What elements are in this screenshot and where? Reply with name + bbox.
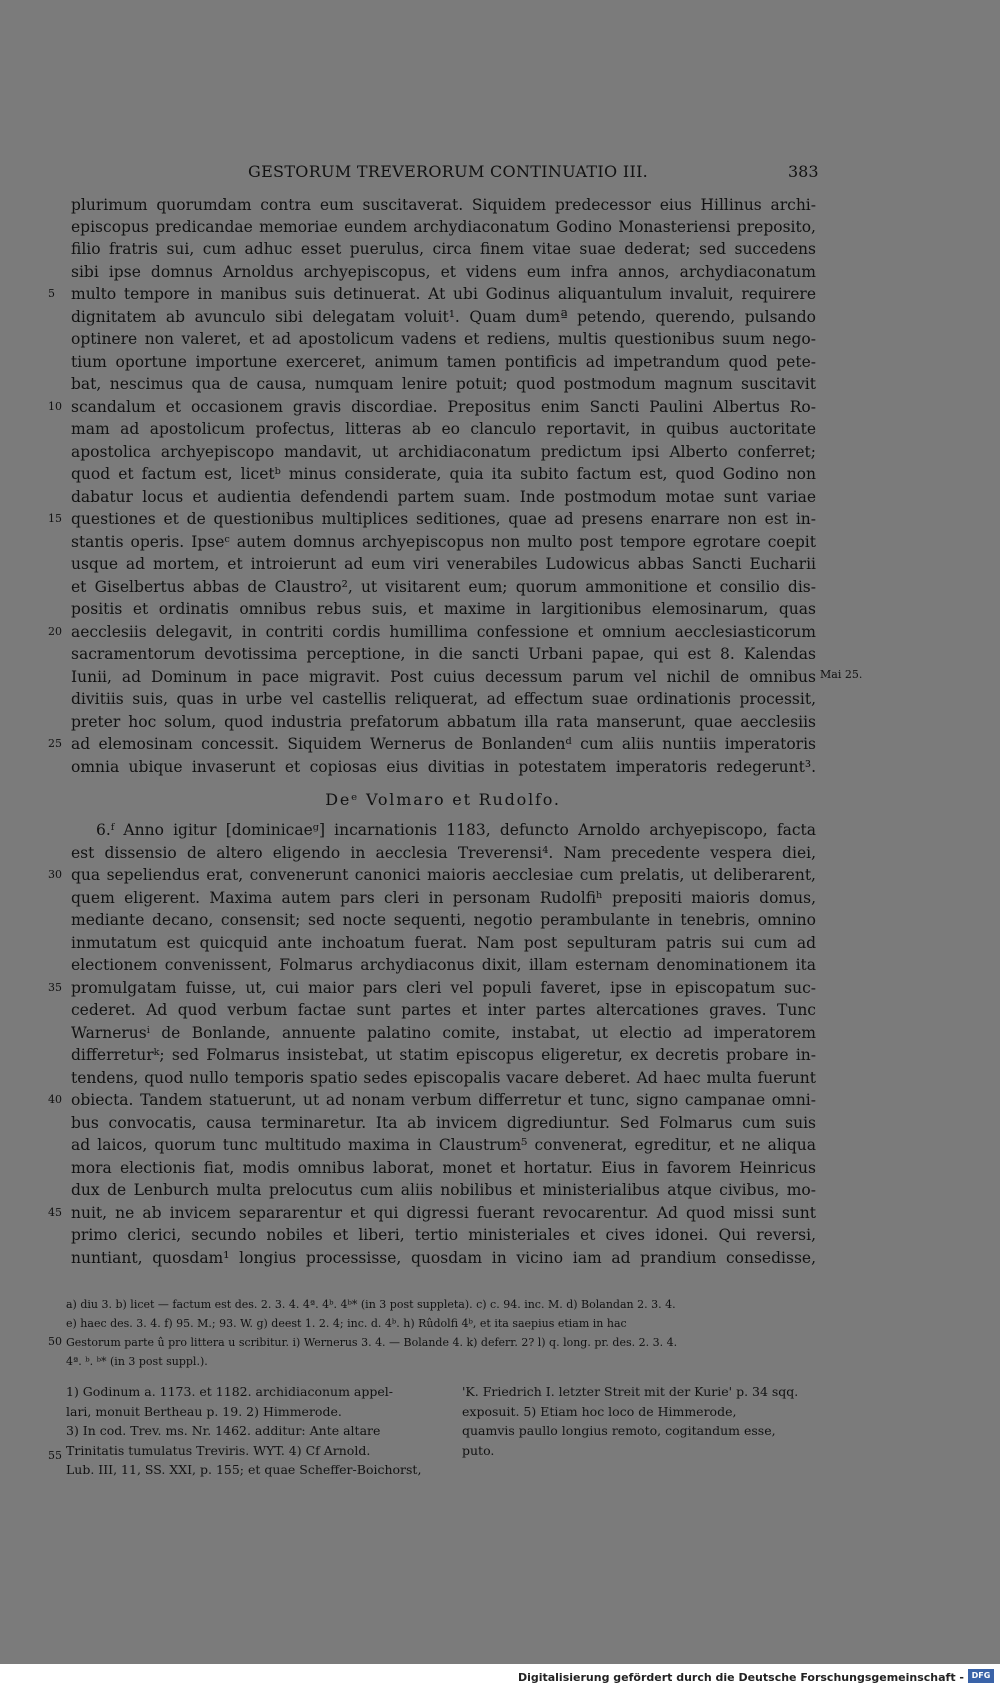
running-title: GESTORUM TREVERORUM CONTINUATIO III.: [248, 162, 649, 181]
line-number: 40: [48, 1093, 62, 1106]
text-line: electionem convenissent, Folmarus archydiaconus dixit, illam esternam denominationem ita: [71, 956, 816, 974]
text-line: episcopus predicandae memoriae eundem archydiaconatum Godino Monasteriensi preposito,: [71, 218, 816, 236]
text-line: quod et factum est, licetᵇ minus considerate, quia ita subito factum est, quod Godino non: [71, 465, 816, 483]
text-line: bat, nescimus qua de causa, numquam lenire potuit; quod postmodum magnum suscitavit: [71, 375, 816, 393]
text-line: sacramentorum devotissima perceptione, in die sancti Urbani papae, qui est 8. Kalendas: [71, 645, 816, 663]
line-number: 20: [48, 625, 62, 638]
text-line: tendens, quod nullo temporis spatio sedes episcopalis vacare deberet. Ad haec multa fuerunt: [71, 1069, 816, 1087]
text-line: dignitatem ab avunculo sibi delegatam voluit¹. Quam dumª petendo, querendo, pulsando: [71, 308, 816, 326]
text-line: et Giselbertus abbas de Claustro², ut visitarent eum; quorum ammonitione et consilio dis-: [71, 578, 816, 596]
text-line: ad laicos, quorum tunc multitudo maxima in Claustrum⁵ convenerat, egreditur, et ne aliqua: [71, 1136, 816, 1154]
text-line: dabatur locus et audientia defendendi partem suam. Inde postmodum motae sunt variae: [71, 488, 816, 506]
footnote-line: Lub. III, 11, SS. XXI, p. 155; et quae Scheffer-Boichorst,: [66, 1462, 422, 1477]
text-line: promulgatam fuisse, ut, cui maior pars cleri vel populi faveret, ipse in episcopatum suc-: [71, 979, 816, 997]
text-line: divitiis suis, quas in urbe vel castellis reliquerat, ad effectum suae ordinationis processit,: [71, 690, 816, 708]
text-line: primo clerici, secundo nobiles et liberi, tertio ministeriales et cives idonei. Qui reversi,: [71, 1226, 816, 1244]
text-line: cederet. Ad quod verbum factae sunt partes et inter partes altercationes graves. Tunc: [71, 1001, 816, 1019]
dfg-logo-icon: DFG: [968, 1669, 994, 1683]
text-line: filio fratris sui, cum adhuc esset puerulus, circa finem vitae suae dederat; sed succedens: [71, 240, 816, 258]
text-line: omnia ubique invaserunt et copiosas eius divitias in potestatem imperatoris redegerunt³.: [71, 758, 816, 776]
text-line: ad elemosinam concessit. Siquidem Wernerus de Bonlandenᵈ cum aliis nuntiis imperatoris: [71, 735, 816, 753]
variant-note-line: e) haec des. 3. 4. f) 95. M.; 93. W. g) deest 1. 2. 4; inc. d. 4ᵇ. h) Rûdolfi 4ᵇ, et ita saepius etiam in hac: [66, 1317, 627, 1330]
text-line: qua sepeliendus erat, convenerunt canonici maioris aecclesiae cum prelatis, ut deliberarent,: [71, 866, 816, 884]
text-line: sibi ipse domnus Arnoldus archyepiscopus, et videns eum infra annos, archydiaconatum: [71, 263, 816, 281]
footnote-line: Trinitatis tumulatus Treviris. WYT. 4) Cf Arnold.: [66, 1442, 371, 1458]
variant-note-line: a) diu 3. b) licet — factum est des. 2. 3. 4. 4ª. 4ᵇ. 4ᵇ* (in 3 post suppleta). c) c. 94. inc. M. d) Bolandan 2. 3. 4.: [66, 1298, 676, 1311]
margin-date-note: Mai 25.: [820, 668, 863, 681]
text-line: obiecta. Tandem statuerunt, ut ad nonam verbum differretur et tunc, signo campanae omni-: [71, 1091, 816, 1109]
line-number: 5: [48, 287, 55, 300]
text-line: dux de Lenburch multa prelocutus cum aliis nobilibus et ministerialibus atque civibus, mo-: [71, 1181, 816, 1199]
text-line: plurimum quorumdam contra eum suscitaverat. Siquidem predecessor eius Hillinus archi-: [71, 196, 816, 214]
line-number: 35: [48, 981, 62, 994]
footer-credit: Digitalisierung gefördert durch die Deutsche Forschungsgemeinschaft -: [517, 1671, 964, 1684]
text-line: bus convocatis, causa terminaretur. Ita ab invicem digrediuntur. Sed Folmarus cum suis: [71, 1114, 816, 1132]
footnotes-right-column: [462, 1382, 817, 1460]
text-line: stantis operis. Ipseᶜ autem domnus archyepiscopus non multo post tempore egrotare coepit: [71, 533, 816, 551]
line-number: 55: [48, 1449, 62, 1462]
footnote-line: exposuit. 5) Etiam hoc loco de Himmerode,: [462, 1403, 737, 1419]
text-line: multo tempore in manibus suis detinuerat. At ubi Godinus aliquantulum invaluit, requirere: [71, 285, 816, 303]
text-line: preter hoc solum, quod industria prefatorum abbatum illa rata manserunt, quae aecclesiis: [71, 713, 816, 731]
text-line: 6.ᶠ Anno igitur [dominicaeᵍ] incarnationis 1183, defuncto Arnoldo archyepiscopo, facta: [96, 821, 816, 839]
footnote-line: puto.: [462, 1442, 495, 1458]
footnotes-left-column: [66, 1382, 436, 1480]
line-number: 45: [48, 1206, 62, 1219]
text-line: inmutatum est quicquid ante inchoatum fuerat. Nam post sepulturam patris sui cum ad: [71, 934, 816, 952]
line-number: 50: [48, 1335, 62, 1348]
text-line: mam ad apostolicum profectus, litteras ab eo clanculo reportavit, in quibus auctoritate: [71, 420, 816, 438]
text-line: mediante decano, consensit; sed nocte sequenti, negotio perambulante in tenebris, omnino: [71, 911, 816, 929]
text-line: usque ad mortem, et introierunt ad eum viri venerabiles Ludowicus abbas Sancti Eucharii: [71, 555, 816, 573]
page-number: 383: [788, 162, 819, 181]
text-line: est dissensio de altero eligendo in aecclesia Treverensi⁴. Nam precedente vespera diei,: [71, 844, 816, 862]
footnote-line: 'K. Friedrich I. letzter Streit mit der Kurie' p. 34 sqq.: [462, 1384, 799, 1399]
line-number: 30: [48, 868, 62, 881]
text-line: nuntiant, quosdam¹ longius processisse, quosdam in vicino iam ad prandium consedisse,: [71, 1249, 816, 1267]
footnote-line: 3) In cod. Trev. ms. Nr. 1462. additur: Ante altare: [66, 1423, 381, 1438]
footnote-line: lari, monuit Bertheau p. 19. 2) Himmerode.: [66, 1403, 342, 1419]
footer-bar: [0, 1664, 1000, 1692]
variant-note-line: Gestorum parte û pro littera u scribitur. i) Wernerus 3. 4. — Bolande 4. k) deferr. 2? l) q. long. pr. des. 2. 3. 4.: [66, 1336, 678, 1349]
footnote-line: 1) Godinum a. 1173. et 1182. archidiaconum appel-: [66, 1384, 394, 1399]
variant-note-line: 4ª. ᵇ. ᵇ* (in 3 post suppl.).: [66, 1355, 208, 1368]
footnote-line: quamvis paullo longius remoto, cogitandum esse,: [462, 1423, 776, 1438]
text-line: nuit, ne ab invicem separarentur et qui digressi fuerant revocarentur. Ad quod missi sunt: [71, 1204, 816, 1222]
text-line: positis et ordinatis omnibus rebus suis, et maxime in largitionibus elemosinarum, quas: [71, 600, 816, 618]
text-line: apostolica archyepiscopo mandavit, ut archidiaconatum predictum ipsi Alberto conferret;: [71, 443, 816, 461]
text-line: scandalum et occasionem gravis discordiae. Prepositus enim Sancti Paulini Albertus Ro-: [71, 398, 816, 416]
text-line: Warnerusⁱ de Bonlande, annuente palatino comite, instabat, ut electio ad imperatorem: [71, 1024, 816, 1042]
text-line: Iunii, ad Dominum in pace migravit. Post cuius decessum parum vel nichil de omnibus: [71, 668, 816, 686]
line-number: 25: [48, 737, 62, 750]
text-line: quem eligerent. Maxima autem pars cleri in personam Rudolfiʰ prepositi maioris domus,: [71, 889, 816, 907]
text-line: mora electionis fiat, modis omnibus laborat, monet et hortatur. Eius in favorem Heinricus: [71, 1159, 816, 1177]
section-heading: Deᵉ Volmaro et Rudolfo.: [325, 790, 561, 809]
text-line: tium oportune importune exerceret, animum tamen pontificis ad impetrandum quod pete-: [71, 353, 816, 371]
text-line: aecclesiis delegavit, in contriti cordis humillima confessione et omnium aecclesiasticorum: [71, 623, 816, 641]
line-number: 10: [48, 400, 62, 413]
text-line: questiones et de questionibus multiplices seditiones, quae ad presens enarrare non est in-: [71, 510, 816, 528]
text-line: differreturᵏ; sed Folmarus insistebat, ut statim episcopus eligeretur, ex decretis probare in-: [71, 1046, 816, 1064]
text-line: optinere non valeret, et ad apostolicum vadens et rediens, multis questionibus suum nego-: [71, 330, 816, 348]
line-number: 15: [48, 512, 62, 525]
